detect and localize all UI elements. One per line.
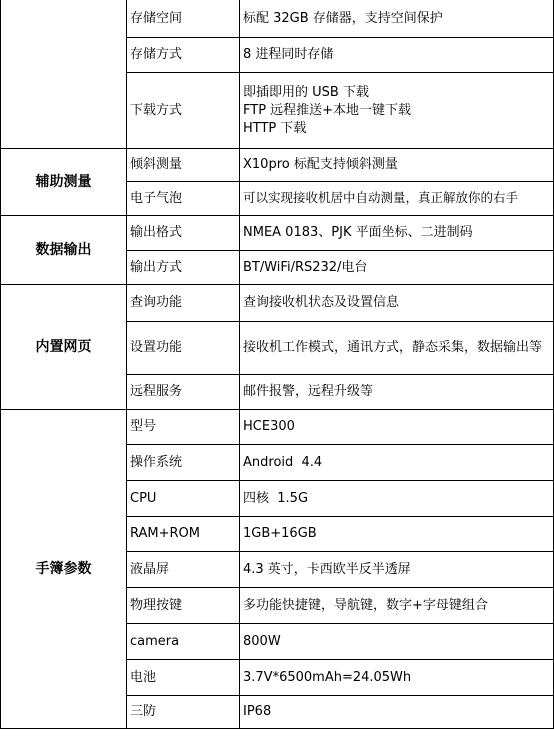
row-label: CPU: [127, 481, 240, 517]
row-label: 查询功能: [127, 285, 240, 322]
value-line: 1GB+16GB: [243, 526, 317, 541]
value-line: 查询接收机状态及设置信息: [243, 295, 400, 310]
row-value: [240, 696, 554, 729]
category-cell: 手簿参数: [1, 410, 127, 729]
value-line: FTP 远程推送+本地一键下载: [243, 102, 412, 118]
row-label: 电池: [127, 660, 240, 696]
row-value: [240, 375, 554, 410]
row-value: [240, 251, 554, 285]
value-line: 标配 32GB 存储器，支持空间保护: [243, 10, 443, 26]
row-label: 电子气泡: [127, 182, 240, 216]
row-value: [240, 149, 554, 182]
table-row: [1, 285, 554, 322]
table-row: [1, 410, 554, 445]
row-value: [240, 216, 554, 251]
value-line: 四核 1.5G: [243, 490, 309, 506]
row-value: [240, 73, 554, 149]
row-value: [240, 285, 554, 322]
table-row: [1, 149, 554, 182]
row-value: [240, 322, 554, 375]
row-label: 输出格式: [127, 216, 240, 251]
row-value: [240, 182, 554, 216]
row-label: 三防: [127, 696, 240, 729]
value-line: 多功能快捷键，导航键，数字+字母键组合: [243, 597, 488, 613]
row-value: [240, 517, 554, 552]
row-value: [240, 410, 554, 445]
value-line: HTTP 下载: [243, 120, 307, 136]
row-value: [240, 0, 554, 38]
value-line: HCE300: [243, 419, 295, 434]
value-line: 4.3 英寸，卡西欧半反半透屏: [243, 561, 411, 577]
value-line: 可以实现接收机居中自动测量，真正解放你的右手: [243, 190, 519, 205]
row-label: 存储方式: [127, 38, 240, 73]
table-row: [1, 216, 554, 251]
row-label: camera: [127, 624, 240, 660]
value-line: 3.7V*6500mAh=24.05Wh: [243, 669, 412, 685]
row-label: 输出方式: [127, 251, 240, 285]
value-line: BT/WiFi/RS232/电台: [243, 259, 368, 275]
row-value: [240, 588, 554, 624]
row-label: 物理按键: [127, 588, 240, 624]
row-label: 设置功能: [127, 322, 240, 375]
row-label: 型号: [127, 410, 240, 445]
row-label: 下载方式: [127, 73, 240, 149]
category-cell: 数据输出: [1, 216, 127, 285]
value-line: 8 进程同时存储: [243, 47, 334, 62]
row-label: 存储空间: [127, 0, 240, 38]
row-label: RAM+ROM: [127, 517, 240, 552]
value-line: X10pro 标配支持倾斜测量: [243, 157, 398, 172]
row-label: 远程服务: [127, 375, 240, 410]
row-label: 液晶屏: [127, 552, 240, 588]
value-line: 即插即用的 USB 下载: [243, 84, 369, 100]
category-cell: 内置网页: [1, 285, 127, 410]
value-line: 邮件报警，远程升级等: [243, 384, 374, 399]
row-value: [240, 481, 554, 517]
value-line: 800W: [243, 633, 281, 649]
row-value: [240, 38, 554, 73]
value-line: 接收机工作模式，通讯方式，静态采集，数据输出等: [243, 340, 543, 355]
category-cell: 辅助测量: [1, 149, 127, 216]
value-line: IP68: [243, 704, 272, 719]
row-value: [240, 660, 554, 696]
value-line: Android 4.4: [243, 454, 323, 470]
row-label: 操作系统: [127, 445, 240, 481]
row-value: [240, 624, 554, 660]
row-value: [240, 552, 554, 588]
row-label: 倾斜测量: [127, 149, 240, 182]
row-value: [240, 445, 554, 481]
table-row: [1, 0, 554, 38]
category-cell: [1, 0, 127, 149]
value-line: NMEA 0183、PJK 平面坐标、二进制码: [243, 225, 473, 240]
